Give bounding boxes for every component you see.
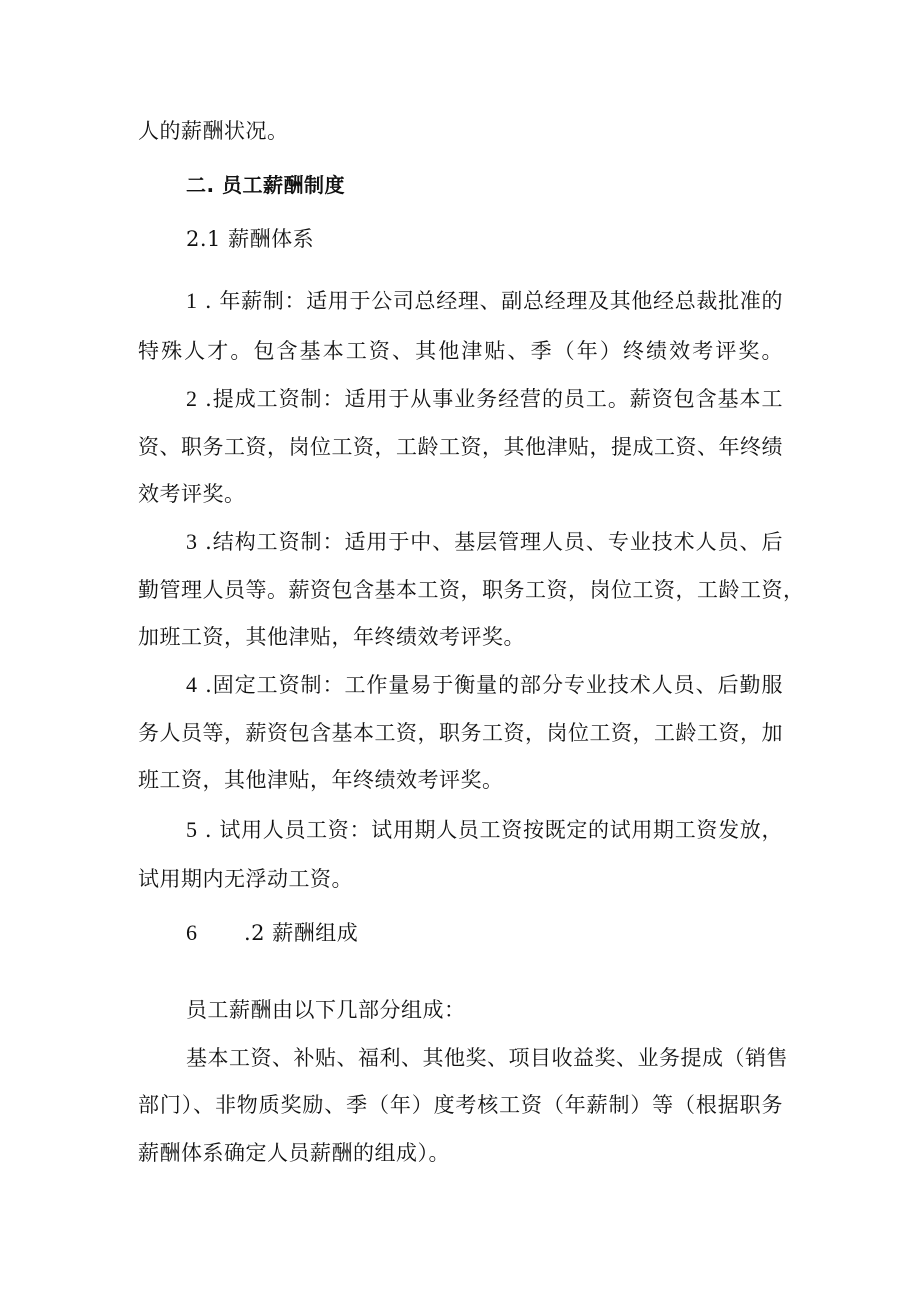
item-5-line-2: 试用期内无浮动工资。 (138, 867, 353, 891)
item-5-number: 5 (186, 817, 198, 842)
item-2-number: 2 (186, 386, 198, 411)
item-3-line-1 (186, 527, 783, 557)
item-4-line-3: 班工资，其他津贴，年终绩效考评奖。 (138, 768, 504, 792)
heading-employee-salary-system: 二. 员工薪酬制度 (186, 173, 346, 197)
composition-line-2: 部门）、非物质奖励、季（年）度考核工资（年薪制）等（根据职务 (138, 1093, 783, 1117)
item-4-line-1 (186, 670, 783, 700)
item-1-line-2: 特殊人才。包含基本工资、其他津贴、季（年）终绩效考评奖。 (138, 339, 783, 363)
item-3-number: 3 (186, 529, 198, 554)
section-2-2-number: 6 (186, 920, 198, 945)
item-3-line-2: 勤管理人员等。薪资包含基本工资，职务工资，岗位工资，工龄工资， (138, 578, 805, 602)
section-2-2-label: .2 薪酬组成 (244, 921, 359, 945)
intro-line: 人的薪酬状况。 (138, 119, 289, 143)
item-2-line-1 (186, 384, 783, 414)
item-4-number: 4 (186, 672, 198, 697)
composition-intro: 员工薪酬由以下几部分组成： (186, 998, 466, 1022)
section-2-1-title: 2.1 薪酬体系 (186, 227, 315, 251)
section-2-2-title (186, 918, 358, 948)
item-4-text: .固定工资制：工作量易于衡量的部分专业技术人员、后勤服 (205, 673, 783, 697)
item-2-line-2: 资、职务工资，岗位工资，工龄工资，其他津贴，提成工资、年终绩 (138, 435, 783, 459)
item-1-text: . 年薪制：适用于公司总经理、副总经理及其他经总裁批准的 (204, 289, 783, 313)
item-5-line-1 (186, 815, 783, 845)
item-3-text: .结构工资制：适用于中、基层管理人员、专业技术人员、后 (205, 530, 783, 554)
composition-line-1: 基本工资、补贴、福利、其他奖、项目收益奖、业务提成（销售 (186, 1046, 788, 1070)
item-1-line-1 (186, 286, 783, 316)
item-1-number: 1 (186, 288, 198, 313)
item-2-line-3: 效考评奖。 (138, 482, 246, 506)
item-5-text: . 试用人员工资：试用期人员工资按既定的试用期工资发放， (204, 818, 783, 842)
item-4-line-2: 务人员等，薪资包含基本工资，职务工资，岗位工资，工龄工资，加 (138, 721, 783, 745)
item-2-text: .提成工资制：适用于从事业务经营的员工。薪资包含基本工 (205, 387, 783, 411)
item-3-line-3: 加班工资，其他津贴，年终绩效考评奖。 (138, 625, 525, 649)
composition-line-3: 薪酬体系确定人员薪酬的组成）。 (138, 1141, 450, 1165)
